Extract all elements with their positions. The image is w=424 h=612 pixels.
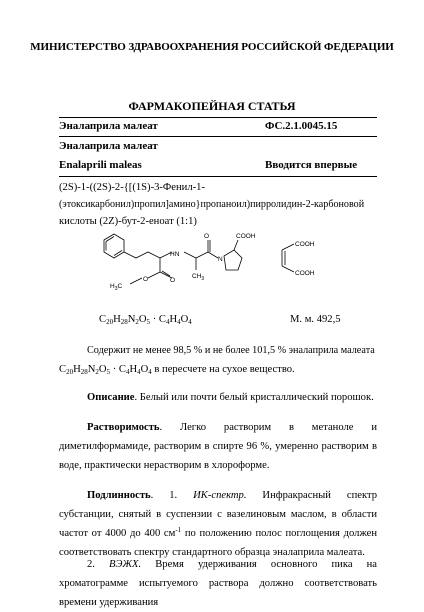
drug-name-latin: Enalaprili maleas bbox=[59, 159, 142, 171]
content-line2: $C_{20}H_{28}N_2O_5 \cdot C_4H_4O_4$ в пересчете на сухое вещество. bbox=[59, 364, 295, 376]
solubility-paragraph: Растворимость. Легко растворим в метаноле и диметилформамиде, растворим в спирте 96 %, умеренно растворим в воде, практически нерастворим в хлороформе. bbox=[59, 422, 377, 471]
cooh-maleic-top-label: COOH bbox=[295, 241, 315, 248]
content-paragraph bbox=[59, 341, 377, 379]
o-carbonyl-label: O bbox=[170, 277, 176, 284]
ministry-heading: МИНИСТЕРСТВО ЗДРАВООХРАНЕНИЯ РОССИЙСКОЙ ФЕДЕРАЦИИ bbox=[30, 41, 394, 53]
header-rule-top bbox=[59, 117, 377, 118]
cooh-pro-label: COOH bbox=[236, 233, 256, 240]
chem-name-line3: кислоты (2Z)-бут-2-еноат (1:1) bbox=[59, 216, 197, 227]
article-title: ФАРМАКОПЕЙНАЯ СТАТЬЯ bbox=[128, 99, 296, 113]
hplc-label: ВЭЖХ. bbox=[109, 559, 142, 570]
article-code: ФС.2.1.0045.15 bbox=[265, 120, 338, 132]
ch3-label: $CH_3$ bbox=[192, 273, 205, 282]
chem-name-line2: (этоксикарбонил)пропил]амино}пропаноил)пирролидин-2-карбоновой bbox=[59, 199, 365, 210]
hplc-paragraph: 2. ВЭЖХ. Время удерживания основного пика на хроматограмме испытуемого раствора должно соответствовать времени удерживания bbox=[59, 559, 378, 608]
o-amide-label: O bbox=[204, 233, 210, 240]
identity-paragraph: Подлинность. 1. ИК-спектр. Инфракрасный спектр субстанции, снятый в суспензии с вазелиновым маслом, в области частот от 4000 до 400 $см^{-1}$ по положению полос поглощения должен соответствовать спектру стандартного образца эналаприла малеата. bbox=[59, 490, 378, 558]
drug-name-ru: Эналаприла малеат bbox=[59, 120, 158, 132]
h3c-label: $H_3C$ bbox=[110, 283, 123, 292]
molecular-formula: $C_{20}H_{28}N_2O_5 \cdot C_4H_4O_4$ bbox=[99, 314, 192, 326]
content-line1: Содержит не менее 98,5 % и не более 101,5 % эналаприла малеата bbox=[87, 345, 375, 356]
n-label: N bbox=[218, 256, 223, 263]
nh-label: HN bbox=[170, 251, 180, 258]
cooh-maleic-bottom-label: COOH bbox=[295, 270, 315, 277]
identity-label: Подлинность bbox=[87, 490, 151, 501]
molecular-weight: М. м. 492,5 bbox=[290, 314, 341, 325]
article-status: Вводится впервые bbox=[265, 159, 358, 171]
structural-formula bbox=[84, 226, 334, 312]
chem-name-line1: (2S)-1-((2S)-2-{[(1S)-3-Фенил-1- bbox=[59, 182, 205, 193]
drug-name-ru-2: Эналаприла малеат bbox=[59, 140, 158, 152]
description-label: Описание bbox=[87, 392, 135, 403]
solubility-label: Растворимость bbox=[87, 422, 160, 433]
o-ether-label: O bbox=[143, 276, 149, 283]
header-rule-bottom bbox=[59, 176, 377, 177]
header-rule-middle bbox=[59, 136, 377, 137]
description-paragraph: Описание. Белый или почти белый кристаллический порошок. bbox=[87, 392, 374, 403]
